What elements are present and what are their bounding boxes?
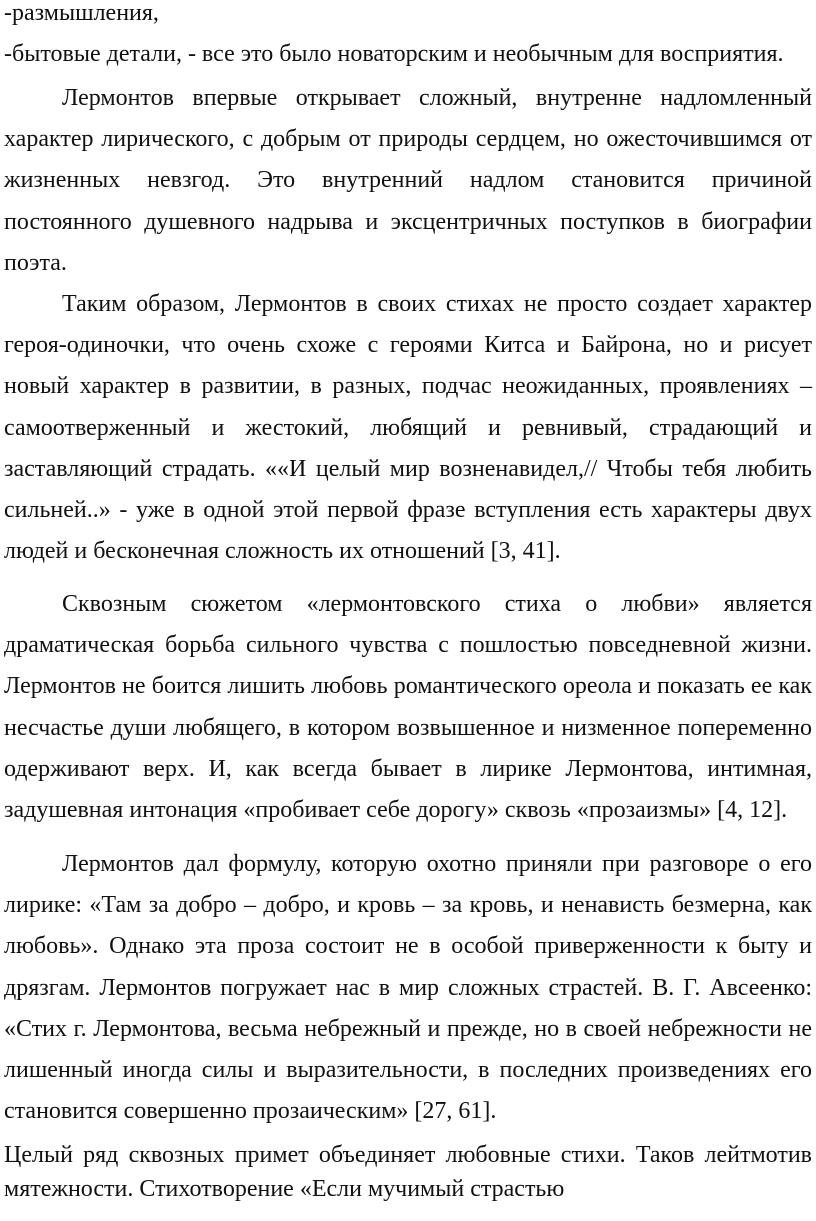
paragraph-3: Сквозным сюжетом «лермонтовского стиха о любви» является драматическая борьба сильного чувства с пошлостью повседневной жизни. Лермонтов не боится лишить любовь романтического ореола и показать ее как несчастье души любящего, в котором возвышенное и низменное попеременно одерживают верх. И, как всегда бывает в лирике Лермонтова, интимная, задушевная интонация «пробивает себе дорогу» сквозь «прозаизмы» [4, 12]. xyxy=(4,591,812,824)
text-line-1: -размышления, xyxy=(4,0,159,26)
paragraph-2: Таким образом, Лермонтов в своих стихах не просто создает характер героя-одиночки, что очень схоже с героями Китса и Байрона, но и рисует новый характер в развитии, в разных, подчас неожиданных, проявлениях – самоотверженный и жестокий, любящий и ревнивый, страдающий и заставляющий страдать. ««И целый мир возненавидел,// Чтобы тебя любить сильней..» - уже в одной этой первой фразе вступления есть характеры двух людей и бесконечная сложность их отношений [3, 41]. xyxy=(4,291,812,565)
paragraph-4: Лермонтов дал формулу, которую охотно приняли при разговоре о его лирике: «Там за добро – добро, и кровь – за кровь, и ненависть безмерна, как любовь». Однако эта проза состоит не в особой приверженности к быту и дрязгам. Лермонтов погружает нас в мир сложных страстей. В. Г. Авсеенко: «Стих г. Лермонтова, весьма небрежный и прежде, но в своей небрежности не лишенный иногда силы и выразительности, в последних произведениях его становится совершенно прозаическим» [27, 61]. xyxy=(4,851,812,1125)
paragraph-5: Целый ряд сквозных примет объединяет любовные стихи. Таков лейтмотив мятежности. Стихотворение «Если мучимый страстью xyxy=(4,1142,812,1202)
text-line-2: -бытовые детали, - все это было новаторским и необычным для восприятия. xyxy=(4,41,784,67)
paragraph-1: Лермонтов впервые открывает сложный, внутренне надломленный характер лирического, с добрым от природы сердцем, но ожесточившимся от жизненных невзгод. Это внутренний надлом становится причиной постоянного душевного надрыва и эксцентричных поступков в биографии поэта. xyxy=(4,85,812,276)
